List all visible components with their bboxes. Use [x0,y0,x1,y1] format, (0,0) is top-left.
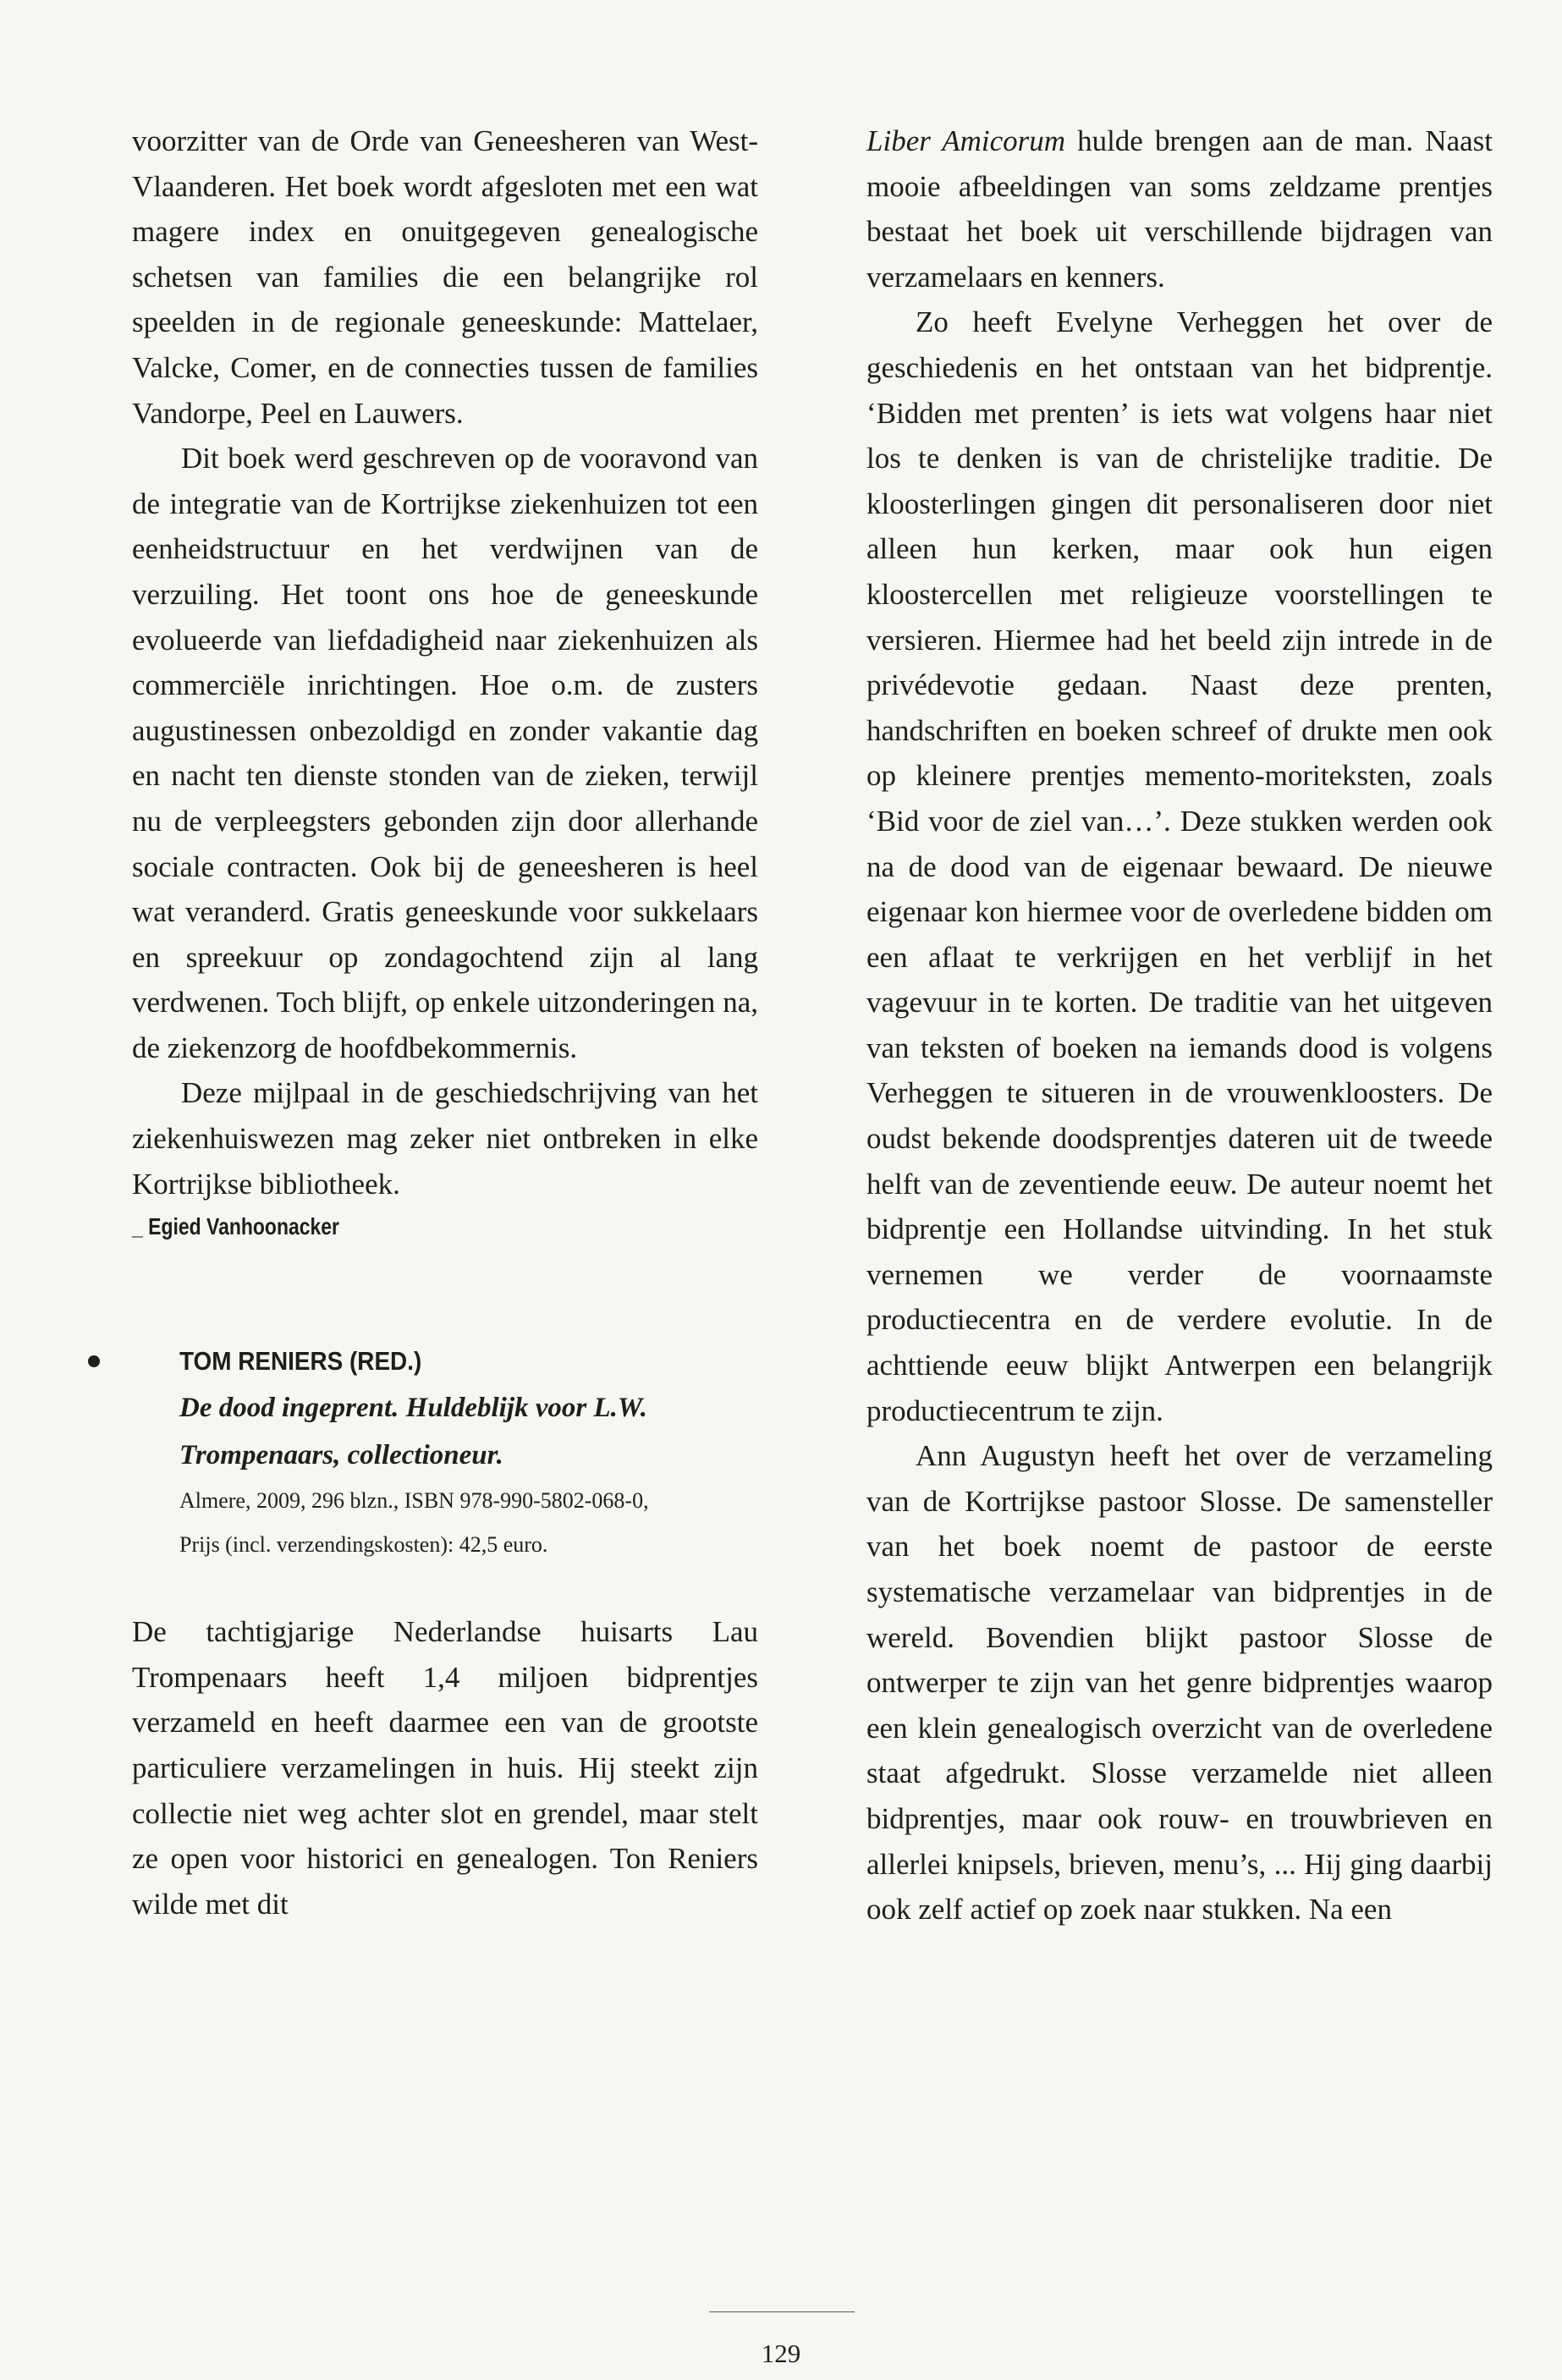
paragraph-text: hulde brengen aan de man. Naast mooie afbeeldingen van soms zeldzame prentjes bestaat het boek uit verschillende bijdragen van verzamelaars en kenners. [866,124,1493,294]
review-title-line: Trompenaars, collectioneur. [179,1440,503,1471]
paragraph: voorzitter van de Orde van Geneesheren van West-Vlaanderen. Het boek wordt afgesloten met een wat magere index en onuitgegeven genealogische schetsen van families die een belangrijke rol speelden in de regionale geneeskunde: Mattelaer, Valcke, Comer, en de connecties tussen de families Vandorpe, Peel en Lauwers. [132,124,758,430]
left-column [132,118,758,1927]
review-author: TOM RENIERS (RED.) [179,1346,422,1377]
paragraph: Zo heeft Evelyne Verheggen het over de geschiedenis en het ontstaan van het bidprentje. ‘Bidden met prenten’ is iets wat volgens haar niet los te denken is van de christelijke traditie. De kloosterlingen gingen dit personaliseren door niet alleen hun kerken, maar ook hun eigen kloostercellen met religieuze voorstellingen te versieren. Hiermee had het beeld zijn intrede in de privédevotie gedaan. Naast deze prenten, handschriften en boeken schreef of drukte men ook op kleinere prentjes memento-moriteksten, zoals ‘Bid voor de ziel van…’. Deze stukken werden ook na de dood van de eigenaar bewaard. De nieuwe eigenaar kon hiermee voor de overledene bidden om een aflaat te verkrijgen en het verblijf in het vagevuur in te korten. De traditie van het uitgeven van teksten of boeken na iemands dood is volgens Verheggen te situeren in de vrouwenkloosters. De oudst bekende doodsprentjes dateren uit de tweede helft van de zeventiende eeuw. De auteur noemt het bidprentje een Hollandse uitvinding. In het stuk vernemen we verder de voornaamste productiecentra en de verdere evolutie. In de achttiende eeuw blijkt Antwerpen een belangrijk productiecentrum te zijn. [866,305,1493,1427]
paragraph: De tachtigjarige Nederlandse huisarts Lau Trompenaars heeft 1,4 miljoen bidprentjes verzameld en heeft daarmee een van de grootste particuliere verzamelingen in huis. Hij steekt zijn collectie niet weg achter slot en grendel, maar stelt ze open voor historici en genealogen. Ton Reniers wilde met dit [132,1615,758,1921]
book-review-header [132,1338,758,1567]
paragraph: Ann Augustyn heeft het over de verzameling van de Kortrijkse pastoor Slosse. De samensteller van het boek noemt de pastoor de eerste systematische verzamelaar van bidprentjes in de wereld. Bovendien blijkt pastoor Slosse de ontwerper te zijn van het genre bidprentjes waarop een klein genealogisch overzicht van de overledene staat afgedrukt. Slosse verzamelde niet alleen bidprentjes, maar ook rouw- en trouwbrieven en allerlei knipsels, brieven, menu’s, ... Hij ging daarbij ook zelf actief op zoek naar stukken. Na een [866,1439,1493,1927]
paragraph: Deze mijlpaal in de geschiedschrijving van het ziekenhuiswezen mag zeker niet ontbreken in elke Kortrijkse bibliotheek. [132,1076,758,1201]
right-column [866,118,1493,1932]
review-price-info: Prijs (incl. verzendingskosten): 42,5 euro. [179,1532,548,1558]
paragraph [866,118,1493,300]
book-title-italic: Liber Amicorum [866,124,1066,157]
bullet-icon [88,1355,100,1367]
signature: _ Egied Vanhoonacker [132,1213,340,1240]
page-number-rule [709,2311,855,2312]
review-publication-info: Almere, 2009, 296 blzn., ISBN 978-990-5802-068-0, [179,1488,649,1514]
review-title-line: De dood ingeprent. Huldeblijk voor L.W. [179,1393,648,1424]
paragraph: Dit boek werd geschreven op de vooravond van de integratie van de Kortrijkse ziekenhuizen tot een eenheidstructuur en het verdwijnen van de verzuiling. Het toont ons hoe de geneeskunde evolueerde van liefdadigheid naar ziekenhuizen als commerciële inrichtingen. Hoe o.m. de zusters augustinessen onbezoldigd en zonder vakantie dag en nacht ten dienste stonden van de zieken, terwijl nu de verpleegsters gebonden zijn door allerhande sociale contracten. Ook bij de geneesheren is heel wat veranderd. Gratis geneeskunde voor sukkelaars en spreekuur op zondagochtend zijn al lang verdwenen. Toch blijft, op enkele uitzonderingen na, de ziekenzorg de hoofdbekommernis. [132,442,758,1064]
page-number: 129 [761,2339,801,2368]
